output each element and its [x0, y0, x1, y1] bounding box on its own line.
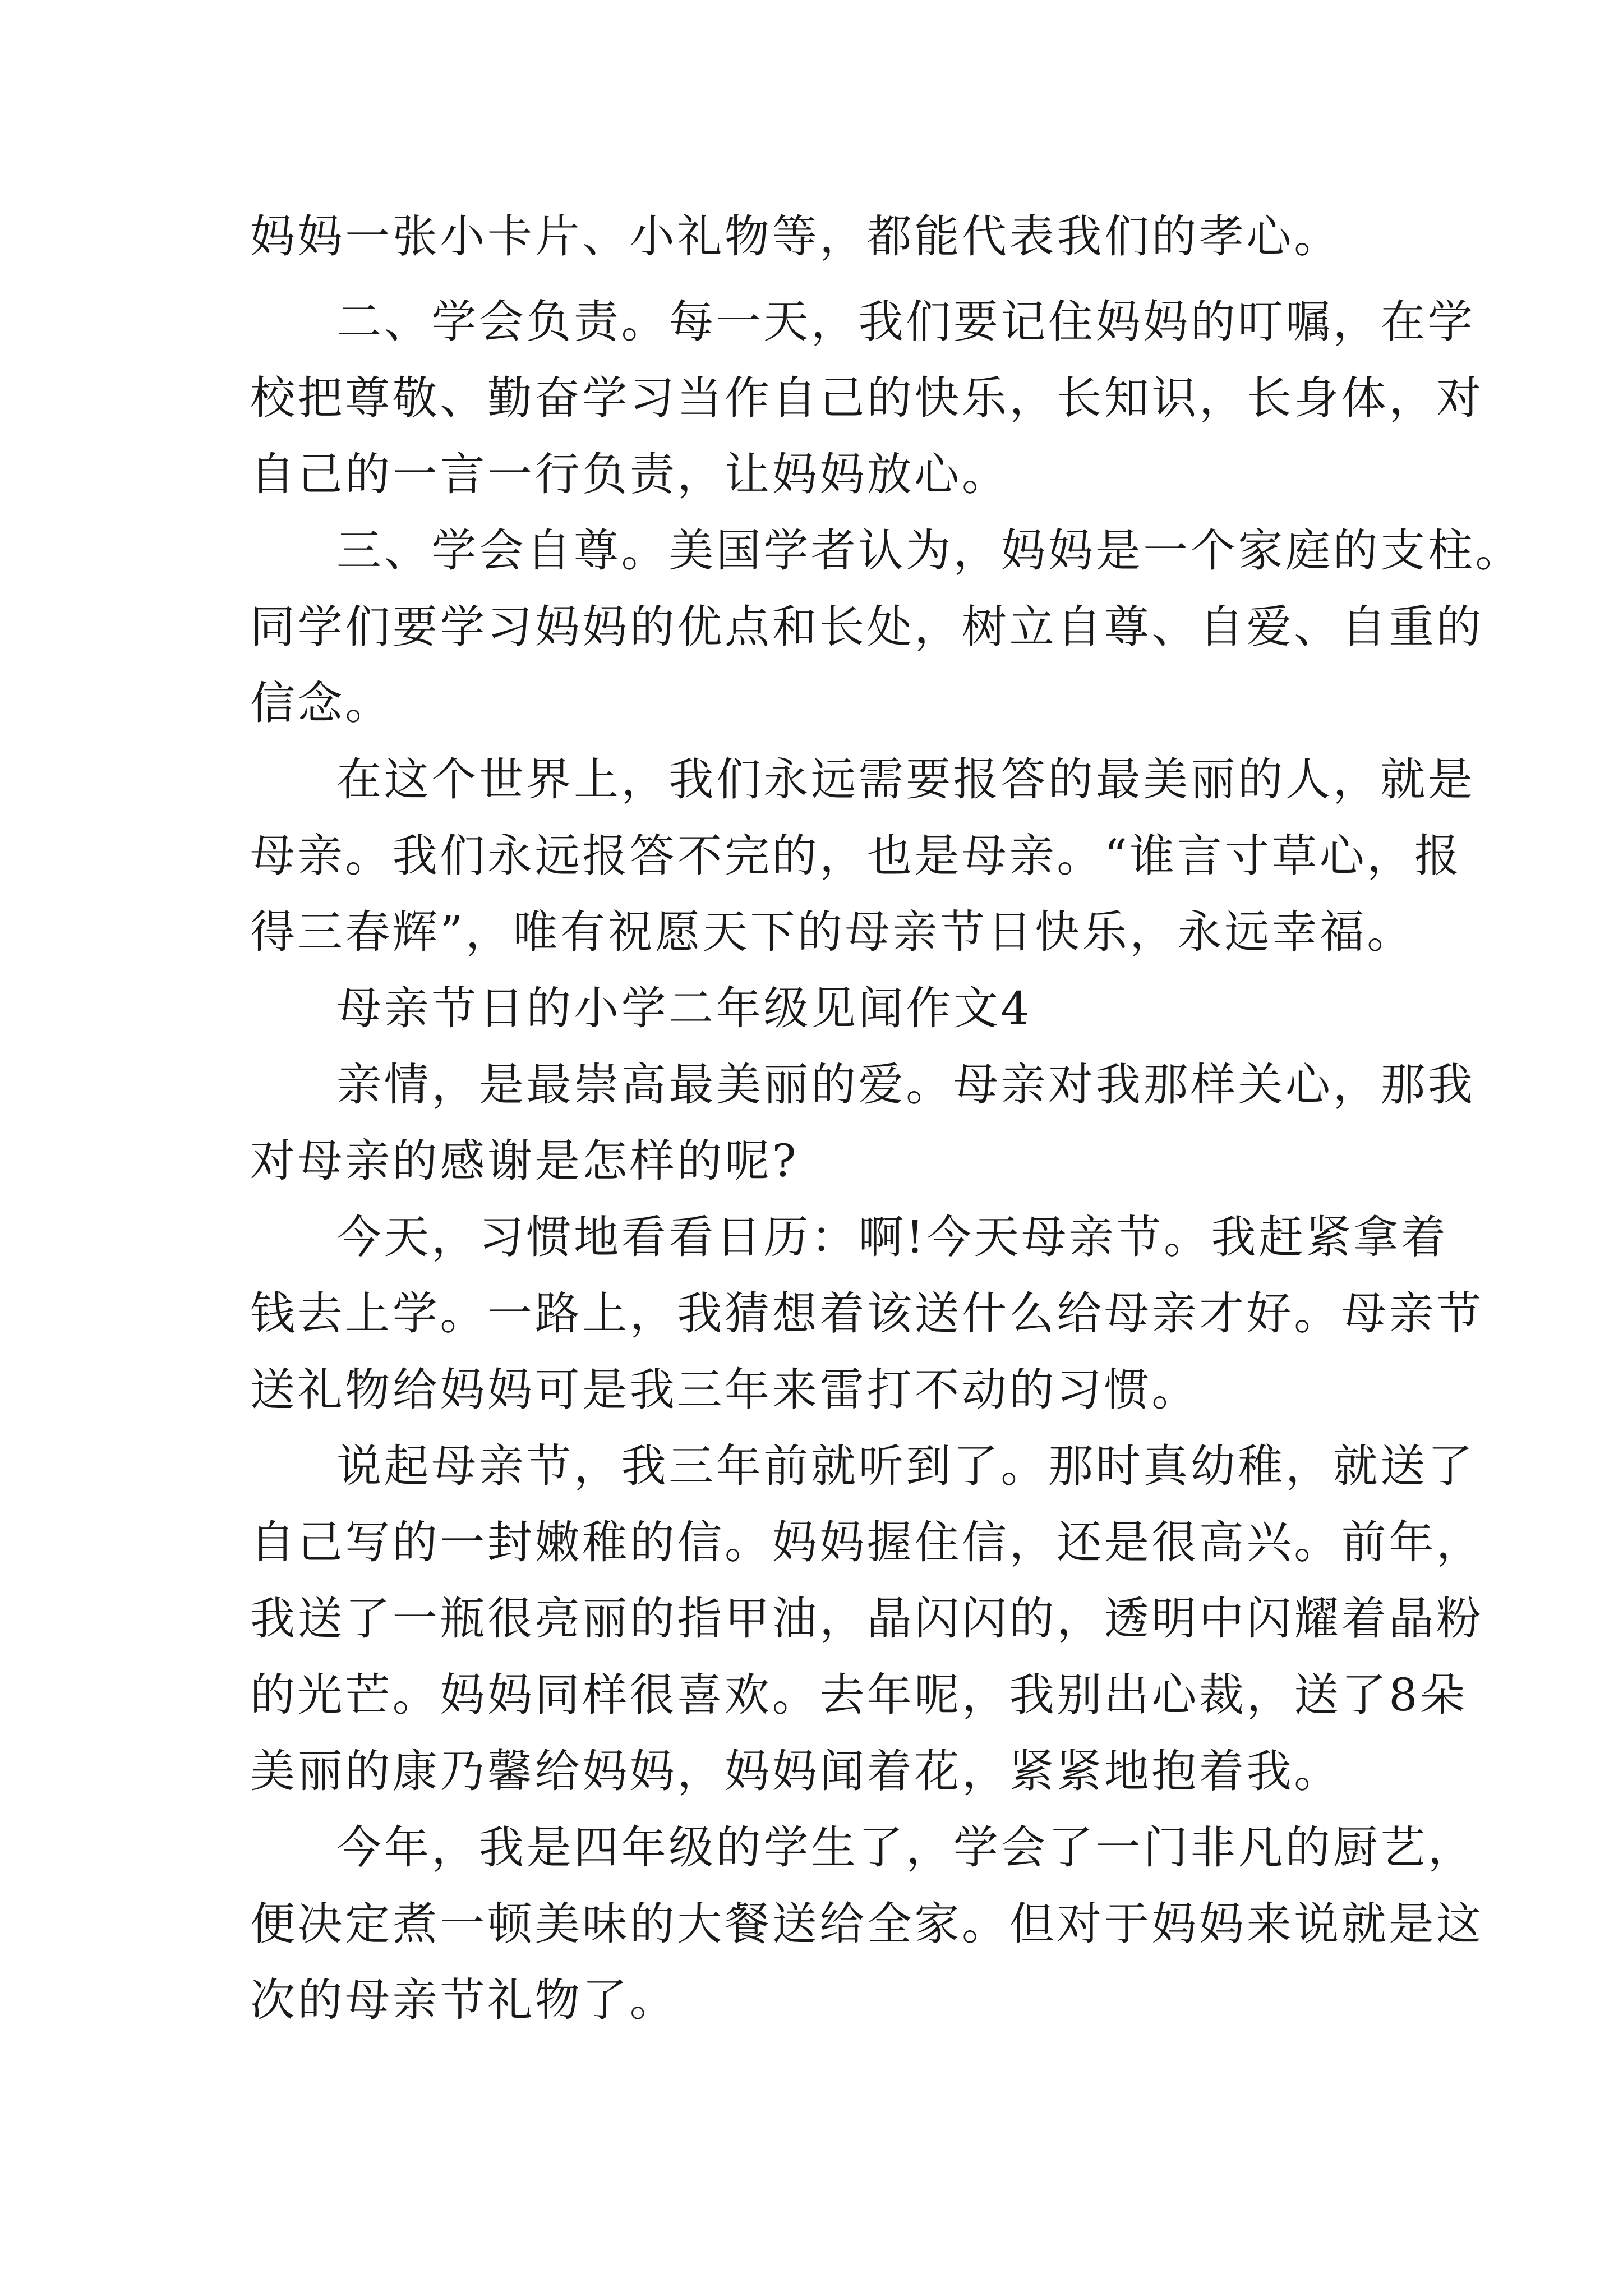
paragraph-start: 三、学会自尊。美国学者认为，妈妈是一个家庭的支柱。: [336, 524, 1523, 577]
text-line: 对母亲的感谢是怎样的呢?: [250, 1135, 799, 1187]
text-line: 妈妈一张小卡片、小礼物等，都能代表我们的孝心。: [250, 210, 1341, 263]
text-line: 同学们要学习妈妈的优点和长处，树立自尊、自爱、自重的: [250, 601, 1484, 653]
paragraph-start: 在这个世界上，我们永远需要报答的最美丽的人，就是: [336, 753, 1476, 806]
text-line: 信念。: [250, 677, 393, 729]
text-line: 我送了一瓶很亮丽的指甲油，晶闪闪的，透明中闪耀着晶粉: [250, 1593, 1484, 1645]
text-line: 自己写的一封嫩稚的信。妈妈握住信，还是很高兴。前年，: [250, 1516, 1484, 1568]
text-line: 自己的一言一行负责，让妈妈放心。: [250, 448, 1009, 500]
paragraph-start: 今天，习惯地看看日历：啊!今天母亲节。我赶紧拿着: [336, 1211, 1449, 1263]
section-heading: 母亲节日的小学二年级见闻作文4: [336, 982, 1032, 1034]
text-line: 钱去上学。一路上，我猜想着该送什么给母亲才好。母亲节: [250, 1287, 1484, 1340]
text-line: 校把尊敬、勤奋学习当作自己的快乐，长知识，长身体，对: [250, 372, 1484, 424]
text-line: 次的母亲节礼物了。: [250, 1974, 677, 2026]
text-line: 送礼物给妈妈可是我三年来雷打不动的习惯。: [250, 1364, 1199, 1416]
text-line: 美丽的康乃馨给妈妈，妈妈闻着花，紧紧地抱着我。: [250, 1745, 1341, 1797]
text-line: 便决定煮一顿美味的大餐送给全家。但对于妈妈来说就是这: [250, 1898, 1484, 1950]
paragraph-start: 今年，我是四年级的学生了，学会了一门非凡的厨艺，: [336, 1821, 1476, 1874]
text-line: 的光芒。妈妈同样很喜欢。去年呢，我别出心裁，送了8朵: [250, 1669, 1468, 1721]
paragraph-start: 说起母亲节，我三年前就听到了。那时真幼稚，就送了: [336, 1440, 1476, 1492]
paragraph-start: 二、学会负责。每一天，我们要记住妈妈的叮嘱，在学: [336, 296, 1476, 348]
paragraph-start: 亲情，是最崇高最美丽的爱。母亲对我那样关心，那我: [336, 1059, 1476, 1111]
text-line: 母亲。我们永远报答不完的，也是母亲。“谁言寸草心，报: [250, 830, 1462, 882]
text-line: 得三春辉”，唯有祝愿天下的母亲节日快乐，永远幸福。: [250, 906, 1414, 958]
